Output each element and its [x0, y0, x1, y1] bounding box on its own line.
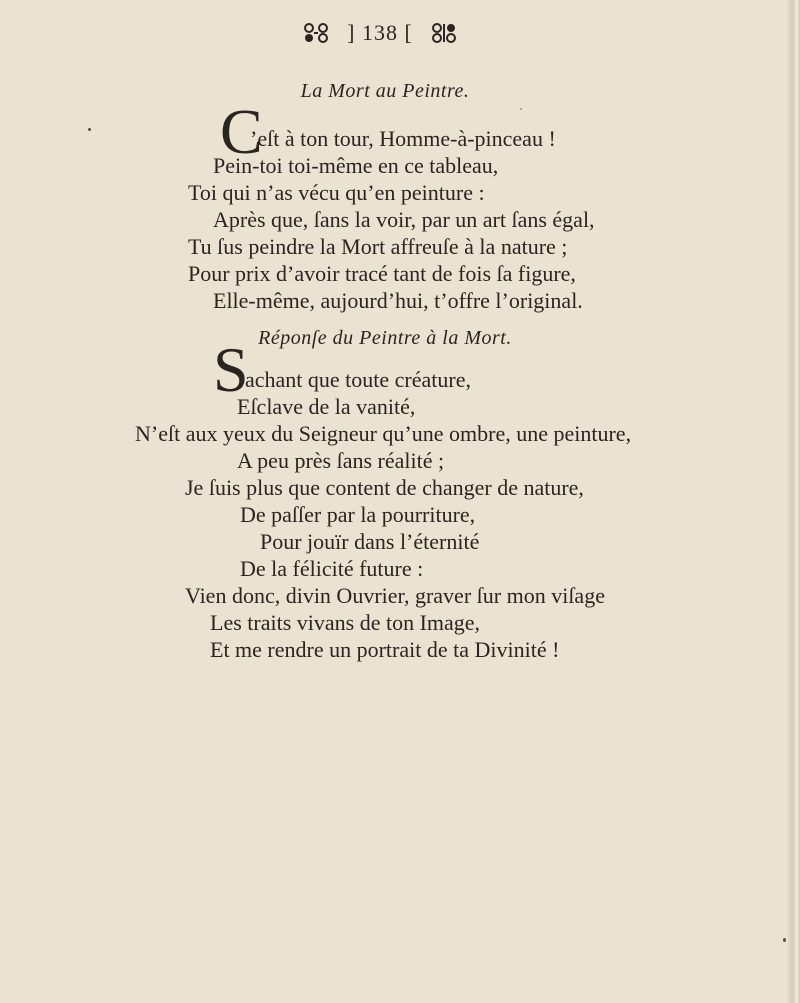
poem1-line: Elle-même, aujourd’hui, t’offre l’original.: [213, 288, 583, 313]
poem2-line: Pour jouïr dans l’éternité: [260, 529, 480, 554]
poem2-line: achant que toute créature,: [245, 367, 471, 392]
poem2-line: Je ſuis plus que content de changer de nature,: [185, 475, 584, 500]
poem1-line: Après que, ſans la voir, par un art ſans égal,: [213, 207, 595, 232]
poem2-line: Eſclave de la vanité,: [237, 394, 416, 419]
poem1-line: Pour prix d’avoir tracé tant de fois ſa figure,: [188, 261, 576, 286]
poem1-title: La Mort au Peintre.: [300, 80, 470, 102]
poem1-dropcap: C: [220, 96, 263, 167]
poem2-line: N’eſt aux yeux du Seigneur qu’une ombre, une peinture,: [135, 421, 632, 446]
poem2-line: De la félicité future :: [240, 556, 424, 581]
poem1-line: Toi qui n’as vécu qu’en peinture :: [188, 180, 485, 205]
paper-speck: [88, 128, 91, 131]
poem2-line: De paſſer par la pourriture,: [240, 502, 476, 527]
ornament-left-icon: [301, 22, 331, 44]
poem1-line: Pein-toi toi-même en ce tableau,: [213, 153, 499, 178]
page-header: [0, 20, 760, 46]
poem2-line: A peu près ſans réalité ;: [237, 448, 445, 473]
poem2-dropcap: S: [213, 334, 249, 405]
poem1-line: ’eſt à ton tour, Homme-à-pinceau !: [250, 126, 556, 151]
poem2-line: Les traits vivans de ton Image,: [210, 610, 481, 635]
poem2-line: Et me rendre un portrait de ta Divinité !: [210, 637, 560, 662]
ornament-right-icon: [429, 22, 459, 44]
poem1-line: Tu ſus peindre la Mort affreuſe à la nature ;: [188, 234, 568, 259]
paper-speck: [520, 108, 522, 110]
poem2-line: Vien donc, divin Ouvrier, graver ſur mon viſage: [185, 583, 605, 608]
paper-speck: [783, 938, 786, 942]
page-number: ] 138 [: [347, 20, 413, 45]
poem2-title: Réponſe du Peintre à la Mort.: [258, 327, 512, 349]
page-edge: [788, 0, 800, 1003]
